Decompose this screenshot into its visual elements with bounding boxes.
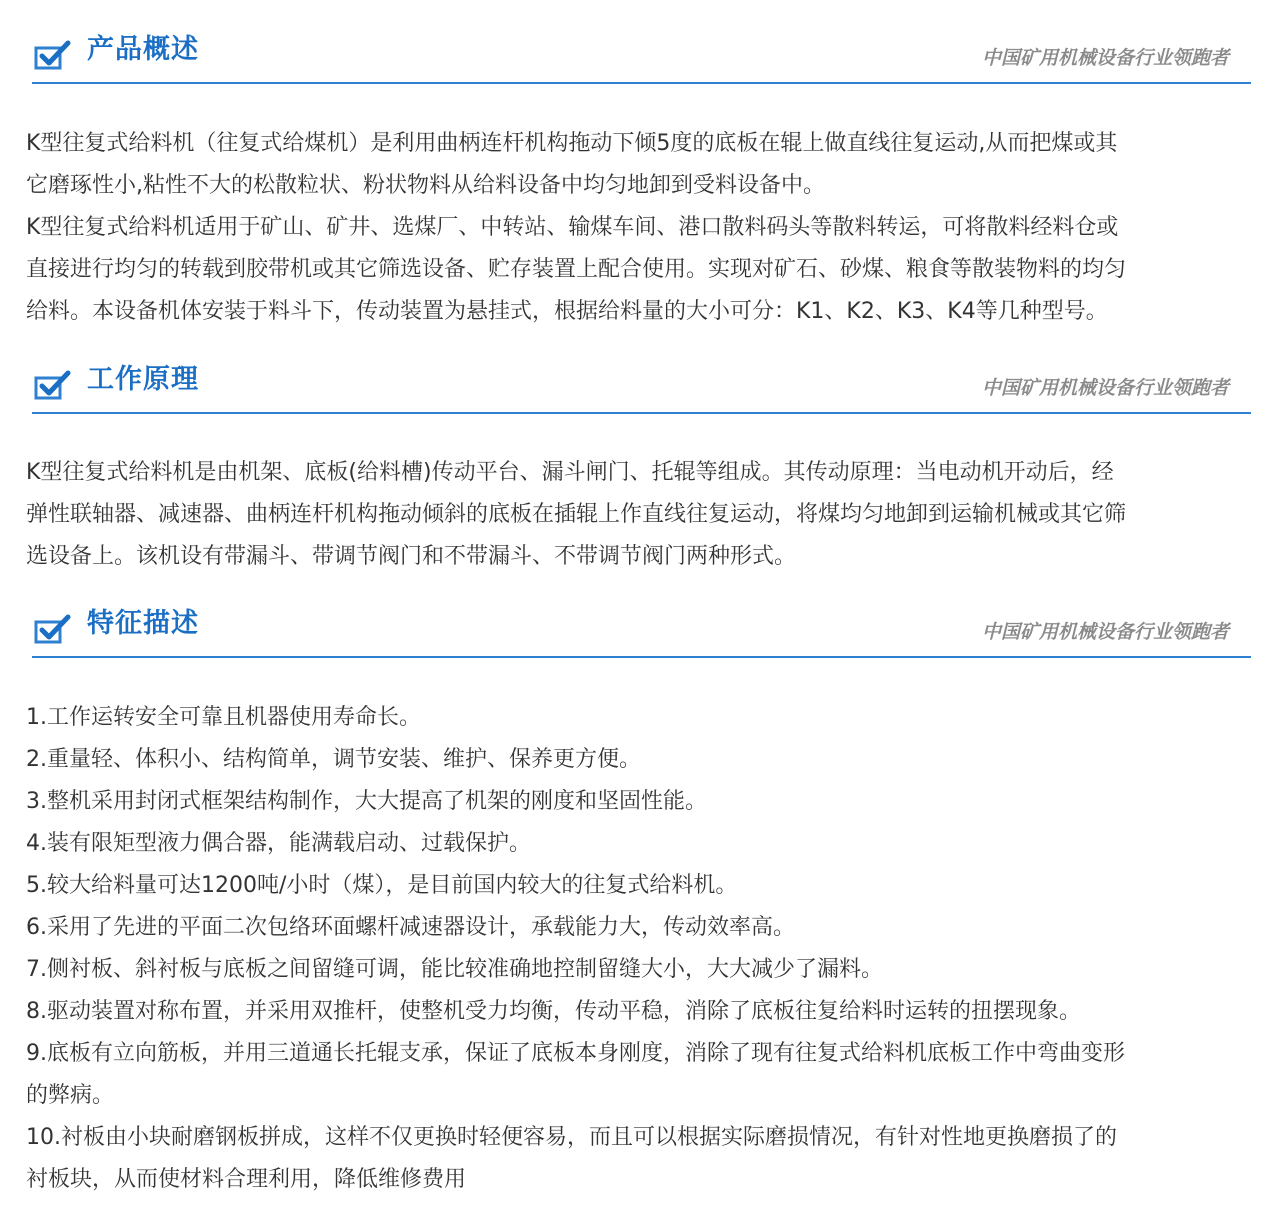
paragraph-line: 直接进行均匀的转载到胶带机或其它筛选设备、贮存装置上配合使用。实现对矿石、砂煤、粮食等散装物料的均匀 xyxy=(26,257,1127,282)
paragraph-line: K型往复式给料机适用于矿山、矿井、选煤厂、中转站、输煤车间、港口散料码头等散料转运，可将散料经料仓或 xyxy=(26,215,1119,240)
list-item: 衬板块，从而使材料合理利用，降低维修费用 xyxy=(26,1167,467,1192)
list-item: 4.装有限矩型液力偶合器，能满载启动、过载保护。 xyxy=(26,831,531,856)
section-header-overview xyxy=(32,32,1251,84)
paragraph-line: 弹性联轴器、减速器、曲柄连杆机构拖动倾斜的底板在插辊上作直线往复运动，将煤均匀地卸到运输机械或其它筛 xyxy=(26,502,1127,527)
list-item: 6.采用了先进的平面二次包络环面螺杆减速器设计，承载能力大，传动效率高。 xyxy=(26,915,795,940)
features-list xyxy=(26,697,1256,1201)
list-item: 2.重量轻、体积小、结构简单，调节安装、维护、保养更方便。 xyxy=(26,747,641,772)
paragraph-line: 它磨琢性小,粘性不大的松散粒状、粉状物料从给料设备中均匀地卸到受料设备中。 xyxy=(26,173,825,198)
overview-paragraph xyxy=(26,123,1256,333)
checkbox-check-icon xyxy=(34,369,72,401)
principle-paragraph xyxy=(26,452,1256,578)
list-item: 3.整机采用封闭式框架结构制作，大大提高了机架的刚度和坚固性能。 xyxy=(26,789,707,814)
section-slogan: 中国矿用机械设备行业领跑者 xyxy=(981,47,1229,69)
section-title: 产品概述 xyxy=(87,34,199,65)
list-item: 的弊病。 xyxy=(26,1083,115,1108)
checkbox-check-icon xyxy=(34,39,72,71)
section-title: 工作原理 xyxy=(87,364,199,395)
list-item: 9.底板有立向筋板，并用三道通长托辊支承，保证了底板本身刚度，消除了现有往复式给料机底板工作中弯曲变形 xyxy=(26,1041,1125,1066)
section-header-principle xyxy=(32,362,1251,414)
list-item: 10.衬板由小块耐磨钢板拼成，这样不仅更换时轻便容易，而且可以根据实际磨损情况，有针对性地更换磨损了的 xyxy=(26,1125,1117,1150)
list-item: 8.驱动装置对称布置，并采用双推杆，使整机受力均衡，传动平稳，消除了底板往复给料时运转的扭摆现象。 xyxy=(26,999,1081,1024)
list-item: 1.工作运转安全可靠且机器使用寿命长。 xyxy=(26,705,421,730)
section-slogan: 中国矿用机械设备行业领跑者 xyxy=(981,621,1229,643)
list-item: 5.较大给料量可达1200吨/小时（煤），是目前国内较大的往复式给料机。 xyxy=(26,873,738,898)
paragraph-line: 选设备上。该机设有带漏斗、带调节阀门和不带漏斗、不带调节阀门两种形式。 xyxy=(26,544,797,569)
list-item: 7.侧衬板、斜衬板与底板之间留缝可调，能比较准确地控制留缝大小，大大减少了漏料。 xyxy=(26,957,883,982)
checkbox-check-icon xyxy=(34,613,72,645)
paragraph-line: K型往复式给料机（往复式给煤机）是利用曲柄连杆机构拖动下倾5度的底板在辊上做直线往复运动,从而把煤或其 xyxy=(26,131,1118,156)
paragraph-line: K型往复式给料机是由机架、底板(给料槽)传动平台、漏斗闸门、托辊等组成。其传动原理：当电动机开动后，经 xyxy=(26,460,1114,485)
paragraph-line: 给料。本设备机体安装于料斗下，传动装置为悬挂式，根据给料量的大小可分：K1、K2、K3、K4等几种型号。 xyxy=(26,299,1108,324)
section-slogan: 中国矿用机械设备行业领跑者 xyxy=(981,377,1229,399)
section-header-features xyxy=(32,606,1251,658)
section-title: 特征描述 xyxy=(87,608,199,639)
